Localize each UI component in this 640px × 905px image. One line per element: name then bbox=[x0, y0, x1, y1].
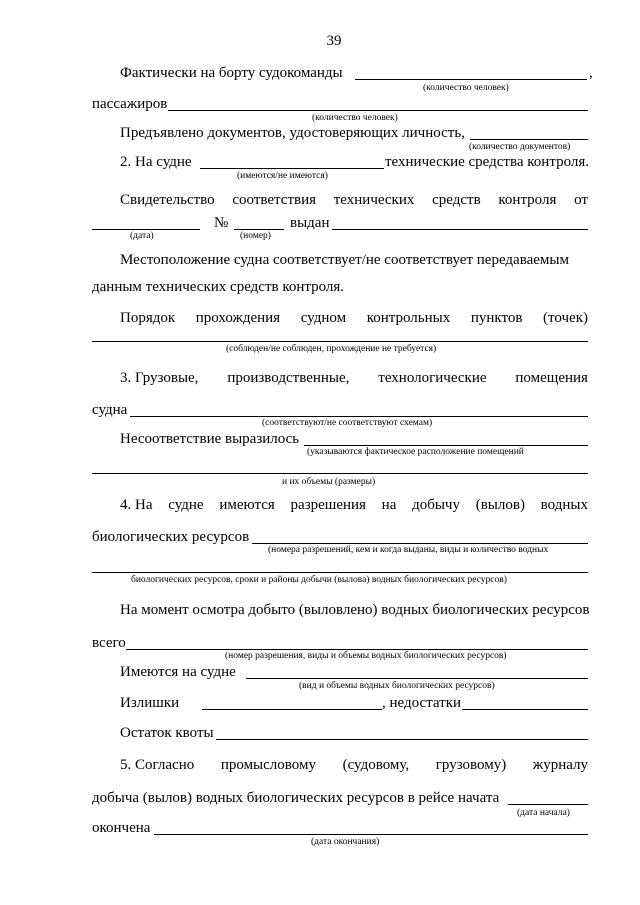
route-row bbox=[120, 311, 588, 326]
issued-label: выдан bbox=[290, 215, 330, 231]
section4-word: (вылов) bbox=[475, 497, 525, 513]
passengers-hint: (количество человек) bbox=[312, 113, 398, 123]
total-field[interactable] bbox=[126, 649, 588, 650]
cert-word: от bbox=[574, 192, 588, 208]
mismatch-label: Несоответствие выразилось bbox=[120, 431, 300, 447]
premises-conformity-hint: (соответствуют/не соответствуют схемам) bbox=[262, 418, 433, 428]
shortage-field[interactable] bbox=[462, 709, 588, 710]
permits-hint-2: биологических ресурсов, сроки и районы добычи (вылова) водных биологических ресурсов) bbox=[131, 575, 507, 585]
cert-number-hint: (номер) bbox=[240, 231, 271, 241]
route-field[interactable] bbox=[92, 341, 588, 342]
quota-field[interactable] bbox=[216, 739, 588, 740]
mismatch-hint-2: и их объемы (размеры) bbox=[282, 477, 376, 487]
section3-word: технологические bbox=[378, 370, 487, 386]
mismatch-hint: (указываются фактическое расположение помещений bbox=[307, 447, 524, 457]
section5-word: (судовому, bbox=[342, 757, 410, 773]
crew-comma: , bbox=[589, 65, 593, 81]
section4-word: имеются bbox=[219, 497, 275, 513]
route-word: пунктов bbox=[470, 310, 523, 326]
location-line2: данным технических средств контроля. bbox=[92, 279, 345, 295]
route-word: Порядок bbox=[120, 310, 176, 326]
cert-word: средств bbox=[432, 192, 481, 208]
quota-label: Остаток квоты bbox=[120, 725, 214, 741]
cert-issuer-field[interactable] bbox=[332, 229, 588, 230]
route-word: (точек) bbox=[543, 310, 588, 326]
crew-hint: (количество человек) bbox=[423, 83, 509, 93]
shortage-label: , недостатки bbox=[382, 695, 462, 711]
section4-word: добычу bbox=[412, 497, 460, 513]
passengers-count-field[interactable] bbox=[168, 110, 588, 111]
mismatch-field-2[interactable] bbox=[92, 473, 588, 474]
cert-word: технических bbox=[333, 192, 415, 208]
start-date-hint: (дата начала) bbox=[517, 808, 570, 818]
certificate-row bbox=[120, 193, 588, 208]
id-docs-count-field[interactable] bbox=[470, 139, 588, 140]
bio-resources-label: биологических ресурсов bbox=[92, 529, 250, 545]
premises-conformity-field[interactable] bbox=[130, 416, 588, 417]
route-word: контрольных bbox=[366, 310, 451, 326]
ended-label: окончена bbox=[92, 820, 151, 836]
surplus-label: Излишки bbox=[120, 695, 180, 711]
passengers-label: пассажиров bbox=[92, 96, 168, 112]
control-means-hint: (имеются/не имеются) bbox=[237, 171, 328, 181]
number-sign: № bbox=[214, 215, 229, 231]
cert-word: Свидетельство bbox=[120, 192, 215, 208]
section4-word: на bbox=[381, 497, 397, 513]
cert-date-hint: (дата) bbox=[130, 231, 154, 241]
control-means-field[interactable] bbox=[200, 168, 384, 169]
location-line1: Местоположение судна соответствует/не соответствует передаваемым bbox=[120, 252, 569, 268]
crew-label: Фактически на борту судокоманды bbox=[120, 65, 343, 81]
cert-date-field[interactable] bbox=[92, 229, 200, 230]
route-word: судном bbox=[300, 310, 347, 326]
moment-text: На момент осмотра добыто (выловлено) водных биологических ресурсов bbox=[120, 602, 590, 618]
surplus-field[interactable] bbox=[202, 709, 382, 710]
section3-word: 3. Грузовые, bbox=[120, 370, 199, 386]
section4-word: разрешения bbox=[290, 497, 366, 513]
mismatch-field[interactable] bbox=[304, 445, 588, 446]
cert-word: контроля bbox=[498, 192, 557, 208]
section2-suffix: технические средства контроля. bbox=[385, 154, 590, 170]
total-label: всего bbox=[92, 635, 126, 651]
section5-word: грузовому) bbox=[435, 757, 507, 773]
section5-word: 5. Согласно bbox=[120, 757, 195, 773]
id-docs-label: Предъявлено документов, удостоверяющих личность, bbox=[120, 125, 465, 141]
id-docs-hint: (количество документов) bbox=[469, 142, 571, 152]
section3-row bbox=[120, 371, 588, 386]
section4-word: 4. На bbox=[120, 497, 153, 513]
end-date-field[interactable] bbox=[154, 834, 588, 835]
section4-row bbox=[120, 498, 588, 513]
route-word: прохождения bbox=[195, 310, 281, 326]
onboard-hint: (вид и объемы водных биологических ресурсов) bbox=[299, 681, 495, 691]
permits-field[interactable] bbox=[252, 543, 588, 544]
section4-word: водных bbox=[540, 497, 588, 513]
section2-label: 2. На судне bbox=[120, 154, 192, 170]
vessel-label: судна bbox=[92, 402, 128, 418]
section5-word: промысловому bbox=[220, 757, 316, 773]
onboard-label: Имеются на судне bbox=[120, 664, 236, 680]
section4-word: судне bbox=[168, 497, 204, 513]
route-hint: (соблюден/не соблюден, прохождение не требуется) bbox=[226, 344, 437, 354]
permits-field-2[interactable] bbox=[92, 572, 588, 573]
cert-number-field[interactable] bbox=[234, 229, 284, 230]
section5-word: журналу bbox=[532, 757, 588, 773]
start-date-field[interactable] bbox=[508, 804, 588, 805]
crew-count-field[interactable] bbox=[355, 79, 587, 80]
total-hint: (номер разрешения, виды и объемы водных биологических ресурсов) bbox=[225, 651, 507, 661]
onboard-field[interactable] bbox=[246, 678, 588, 679]
catch-start-label: добыча (вылов) водных биологических ресурсов в рейсе начата bbox=[92, 790, 500, 806]
section3-word: производственные, bbox=[227, 370, 350, 386]
page-number: 39 bbox=[326, 33, 342, 49]
permits-hint: (номера разрешений, кем и когда выданы, виды и количество водных bbox=[268, 545, 549, 555]
end-date-hint: (дата окончания) bbox=[311, 837, 380, 847]
cert-word: соответствия bbox=[232, 192, 317, 208]
section5-row bbox=[120, 758, 588, 773]
section3-word: помещения bbox=[515, 370, 588, 386]
